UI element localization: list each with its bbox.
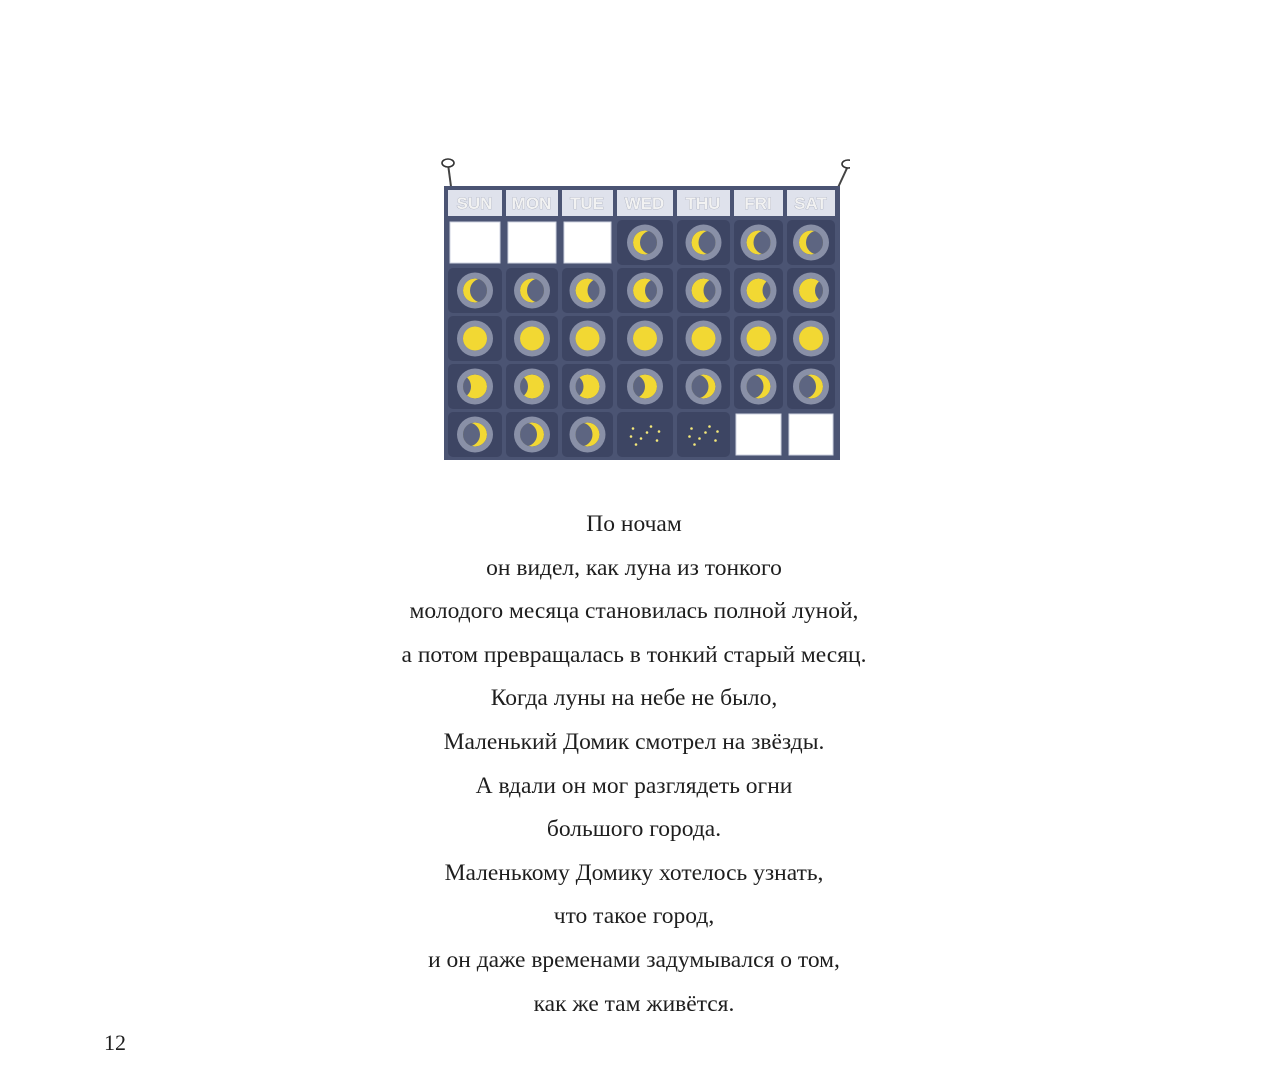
star-icon xyxy=(693,443,696,446)
star-icon xyxy=(714,439,717,442)
blank-day-cell xyxy=(508,222,556,263)
full-moon-icon xyxy=(463,327,487,351)
day-label: SAT xyxy=(794,194,827,213)
star-icon xyxy=(640,437,643,440)
story-line: Когда луны на небе не было, xyxy=(490,685,778,712)
full-moon-icon xyxy=(692,327,716,351)
calendar-cell xyxy=(617,412,673,457)
story-line: Маленькому Домику хотелось узнать, xyxy=(444,859,824,886)
full-moon-icon xyxy=(520,327,544,351)
story-line: и он даже временами задумывался о том, xyxy=(428,946,840,973)
star-icon xyxy=(688,435,691,438)
left-pin-icon xyxy=(442,159,454,167)
story-line: А вдали он мог разглядеть огни xyxy=(475,772,793,799)
story-line: молодого месяца становилась полной луной, xyxy=(409,598,859,625)
story-line: а потом превращалась в тонкий старый месяц. xyxy=(401,641,867,668)
blank-day-cell xyxy=(564,222,611,263)
story-line: По ночам xyxy=(586,511,682,537)
full-moon-icon xyxy=(576,327,600,351)
star-icon xyxy=(632,427,635,430)
star-icon xyxy=(650,425,653,428)
right-pin-icon xyxy=(842,160,850,168)
story-line: как же там живётся. xyxy=(533,990,735,1017)
full-moon-icon xyxy=(747,327,771,351)
star-icon xyxy=(635,443,638,446)
star-icon xyxy=(698,437,701,440)
story-line: он видел, как луна из тонкого xyxy=(486,554,782,581)
story-line: Маленький Домик смотрел на звёзды. xyxy=(443,728,825,755)
page-number: 12 xyxy=(104,1030,126,1055)
blank-day-cell xyxy=(789,414,833,455)
star-icon xyxy=(646,431,649,434)
star-icon xyxy=(658,430,661,433)
star-icon xyxy=(708,425,711,428)
day-label: FRI xyxy=(744,194,772,213)
blank-day-cell xyxy=(450,222,500,263)
star-icon xyxy=(716,430,719,433)
story-line: большого города. xyxy=(546,816,722,843)
calendar-cell xyxy=(677,412,730,457)
star-icon xyxy=(630,435,633,438)
full-moon-icon xyxy=(799,327,823,351)
moon-calendar-illustration xyxy=(430,150,850,470)
day-label: MON xyxy=(511,194,552,213)
day-label: THU xyxy=(685,194,721,213)
story-line: что такое город, xyxy=(553,903,715,930)
star-icon xyxy=(704,431,707,434)
full-moon-icon xyxy=(633,327,657,351)
blank-day-cell xyxy=(736,414,781,455)
story-text xyxy=(234,503,1034,1026)
day-label: WED xyxy=(624,194,665,213)
star-icon xyxy=(656,439,659,442)
day-label: TUE xyxy=(570,194,604,213)
star-icon xyxy=(690,427,693,430)
day-labels xyxy=(448,190,835,216)
moon-calendar-svg xyxy=(430,150,850,470)
day-label: SUN xyxy=(456,194,493,213)
